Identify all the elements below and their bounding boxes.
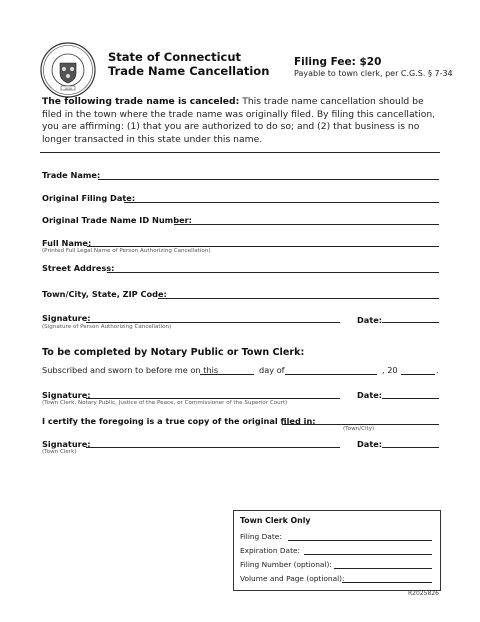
sworn-prefix: Subscribed and sworn to before me on this bbox=[42, 365, 219, 375]
full-name-field[interactable] bbox=[87, 246, 439, 247]
notary-date-label: Date: bbox=[357, 390, 383, 400]
certify-town-field[interactable] bbox=[282, 424, 439, 425]
original-id-field[interactable] bbox=[174, 224, 439, 225]
clerk-expiration-date-field[interactable] bbox=[304, 554, 432, 555]
clerk-signature-label: Signature: bbox=[42, 439, 91, 449]
sworn-month-field[interactable] bbox=[285, 374, 377, 375]
clerk-box-title: Town Clerk Only bbox=[240, 516, 311, 525]
clerk-volume-page-label: Volume and Page (optional): bbox=[240, 574, 345, 583]
form-title bbox=[108, 50, 269, 78]
form-number: R2025826 bbox=[408, 590, 439, 597]
intro-text: This trade name cancellation should be filed in the town where the trade name was originally filed. By filing this cancellation, you are affirming: (1) that you are authorized to do so; and (2) that business is no longer transacted in this state under this name. bbox=[42, 96, 436, 145]
clerk-filing-number-field[interactable] bbox=[334, 568, 432, 569]
divider-top bbox=[40, 152, 440, 153]
original-id-label: Original Trade Name ID Number: bbox=[42, 215, 192, 225]
clerk-signature-field[interactable] bbox=[86, 447, 340, 448]
notary-signature-field[interactable] bbox=[86, 398, 340, 399]
clerk-date-label: Date: bbox=[357, 439, 383, 449]
title-form-name: Trade Name Cancellation bbox=[108, 64, 270, 78]
filing-fee: Filing Fee: $20 bbox=[294, 56, 382, 68]
notary-signature-note: (Town Clerk, Notary Public, Justice of the Peace, or Commissioner of the Superior Court) bbox=[42, 400, 288, 406]
sworn-period: . bbox=[436, 365, 439, 375]
trade-name-field[interactable] bbox=[98, 179, 439, 180]
sworn-year-field[interactable] bbox=[401, 374, 435, 375]
intro-paragraph bbox=[42, 96, 442, 146]
state-seal-logo bbox=[40, 42, 96, 98]
full-name-label: Full Name: bbox=[42, 238, 92, 248]
clerk-filing-date-field[interactable] bbox=[288, 540, 432, 541]
clerk-filing-number-label: Filing Number (optional): bbox=[240, 560, 332, 569]
clerk-volume-page-field[interactable] bbox=[342, 582, 432, 583]
notary-signature-label: Signature: bbox=[42, 390, 91, 400]
signature-date-field[interactable] bbox=[382, 322, 439, 323]
full-name-note: (Printed Full Legal Name of Person Authorizing Cancellation) bbox=[42, 248, 211, 254]
town-clerk-only-box bbox=[233, 510, 441, 591]
town-city-label: Town/City, State, ZIP Code: bbox=[42, 289, 167, 299]
signature-date-label: Date: bbox=[357, 315, 383, 325]
sworn-day-field[interactable] bbox=[200, 374, 254, 375]
clerk-expiration-date-label: Expiration Date: bbox=[240, 546, 301, 555]
signature-note: (Signature of Person Authorizing Cancellation) bbox=[42, 324, 172, 330]
svg-text:1639: 1639 bbox=[64, 86, 72, 91]
day-of-text: day of bbox=[259, 365, 285, 375]
clerk-filing-date-label: Filing Date: bbox=[240, 532, 282, 541]
signature-label: Signature: bbox=[42, 313, 91, 323]
original-filing-date-field[interactable] bbox=[124, 202, 439, 203]
street-address-label: Street Address: bbox=[42, 263, 115, 273]
intro-bold: The following trade name is canceled: bbox=[42, 96, 240, 107]
notary-heading: To be completed by Notary Public or Town Clerk: bbox=[42, 347, 305, 358]
street-address-field[interactable] bbox=[107, 272, 439, 273]
title-state: State of Connecticut bbox=[108, 50, 242, 64]
year-prefix: , 20 bbox=[382, 365, 398, 375]
signature-field[interactable] bbox=[86, 322, 340, 323]
clerk-signature-note: (Town Clerk) bbox=[42, 449, 77, 455]
clerk-date-field[interactable] bbox=[382, 447, 439, 448]
original-filing-date-label: Original Filing Date: bbox=[42, 193, 136, 203]
trade-name-label: Trade Name: bbox=[42, 170, 101, 180]
notary-date-field[interactable] bbox=[382, 398, 439, 399]
filing-fee-note: Payable to town clerk, per C.G.S. § 7-34 bbox=[294, 69, 453, 78]
certify-town-note: (Town/City) bbox=[343, 426, 375, 432]
town-city-field[interactable] bbox=[158, 298, 439, 299]
certify-text: I certify the foregoing is a true copy of the original filed in: bbox=[42, 416, 316, 426]
